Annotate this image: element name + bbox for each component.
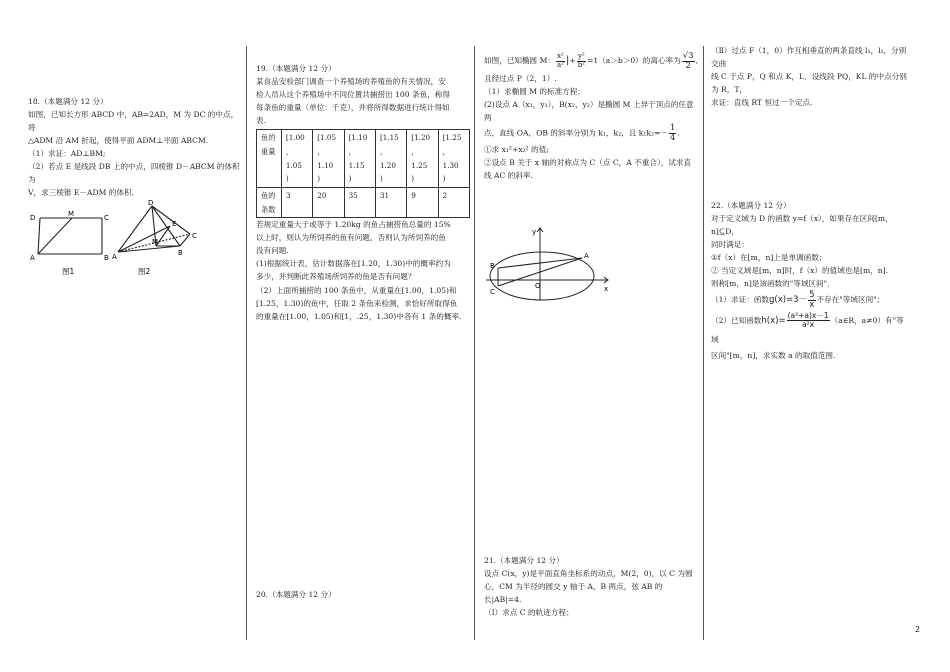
question-22-line: 区间"[m，n]，求实数 a 的取值范围. [711,351,836,361]
table-row [257,130,470,188]
column-1 [28,0,242,640]
question-20-title: 20.（本题满分 12 分） [256,590,336,599]
page-number: 2 [915,625,921,634]
fraction: $\frac{5}{x}$ [809,289,815,310]
ellipse-label-a: A [584,252,589,260]
figure-2-pyramid [112,196,204,278]
question-19-line: 某食品安检部门调查一个养殖场的养殖鱼的有关情况，安 [256,77,446,87]
question-20-line: (2)设点 A（x₁，y₁），B(x₂，y₂）是椭圆 M 上异于顶点的任意两 [484,100,694,123]
table-cell-interval: [1.10 ，1.15 ) [344,130,375,188]
fig2-label-b: B [178,249,183,257]
table-row-header: 鱼的 重量 [257,130,282,188]
question-19-line: 多少，并判断此养殖场所饲养的鱼是否有问题？ [256,272,416,282]
question-20 [256,588,470,601]
question-19-line: 以上时，则认为所饲养的鱼有问题，否则认为所饲养的鱼 [256,233,446,243]
fig1-label-a: A [30,254,35,262]
question-21-line: 设点 C(x，y)是平面直角坐标系的动点，M(2，0)，以 C 为圆 [484,569,693,579]
fig1-label-b: B [104,254,109,262]
question-19-line: 若规定重量大于或等于 1.20kg 的鱼占捕捞鱼总量的 15% [256,220,451,230]
question-19 [256,62,470,323]
fig1-label-c: C [104,214,109,222]
question-22-line: 对于定义域为 D 的函数 y=f（x），如果存在区间[m，n]⊆D， [711,214,893,237]
question-21-part-2 [711,44,911,109]
question-18-line: △ADM 沿 AM 折起，使得平面 ADM⊥平面 ABCM. [28,136,209,146]
fraction: $\frac{\text{(a²+a)x－1}}{\text{a²x}}$ [787,311,829,330]
table-cell-interval: [1.00 ，1.05 ) [281,130,312,188]
question-18 [28,95,242,199]
ellipse-label-o: O [535,282,541,290]
question-21-title: 21.（本题满分 12 分） [484,556,564,565]
question-22 [711,199,911,362]
question-22-line: 同时满足： [711,240,749,250]
ellipse-figure [484,224,616,302]
question-18-line: V，求三棱锥 E－ADM 的体积. [28,188,134,198]
fig2-label-a: A [112,253,117,261]
fraction: $\frac{\text{x²}}{\text{a²}}$ [556,52,564,69]
question-21-line: 线 C 于点 P，Q 和点 K，L．设线段 PQ，KL 的中点分别为 R，T， [711,72,907,95]
table-cell-count: 2 [438,187,469,217]
fig2-caption: 图2 [138,267,151,276]
question-19-title: 19.（本题满分 12 分） [256,64,336,73]
fig1-label-d: D [30,214,36,222]
fish-weight-table [256,129,470,218]
column-3 [484,0,698,640]
question-20-line: ①求 x₁²+x₂² 的值; [484,145,549,155]
question-22-line: ①f（x）在[m，n]上是单调函数； [711,253,827,263]
question-18-line: （1）求证：AD⊥BM; [28,149,106,159]
table-cell-count: 31 [375,187,406,217]
fig1-label-m: M [68,210,75,218]
ellipse-equation-line: 如图，已知椭圆 M： $\frac{\text{x²}}{\text{a²}}$ |+ $\frac{\text{y²}}{\text{b²}}$ =1（a＞b＞0）的离心率为 $\frac{√3}{2}$ , [484,50,698,71]
question-19-line: (1)根据统计表，估计数据落在[1.20，1.30)中的概率约为 [256,259,451,269]
question-19-line: （2）上面所捕捞的 100 条鱼中，从重量在[1.00，1.05)和 [256,285,457,295]
question-22-part-1: （1）求证：函数g(x)=3－ $\frac{5}{x}$ 不存在"等域区间"； [711,289,885,310]
ellipse-label-y: y [532,228,537,236]
fig2-label-c: C [192,232,197,240]
ellipse-label-c: C [490,288,495,296]
question-21-line: 心，CM 为半径的圆交 y 轴于 A，B 两点，弦 AB 的长|AB|=4. [484,582,663,605]
question-22-part-2: （2）已知函数h(x)= $\frac{\text{(a²+a)x－1}}{\text{a²x}}$ （a∈R，a≠0）有"等域 [711,311,904,345]
question-20-line: 线 AC 的斜率. [484,171,533,181]
fraction: $\frac{\text{y²}}{\text{b²}}$ [577,52,585,69]
column-divider-3 [703,46,704,640]
table-cell-count: 9 [407,187,438,217]
table-cell-count: 20 [313,187,344,217]
question-21-line: （Ⅰ）求点 C 的轨迹方程； [484,608,574,618]
column-divider-2 [474,46,475,640]
question-19-line: 没有问题. [256,246,289,256]
column-divider-1 [246,46,247,640]
table-cell-count: 35 [344,187,375,217]
slope-line: 点，直线 OA，OB 的斜率分别为 k₁，k₂，且 k₁k₂=－ $\frac{1}{4}$ . [484,123,680,144]
table-row-header: 鱼的 条数 [257,187,282,217]
question-19-line: 检人员从这个养殖场中不同位置共捕捞出 100 条鱼，称得 [256,90,450,100]
question-21-line: （Ⅱ）过点 F（1，0）作互相垂直的两条直线 l₁，l₂，分别交曲 [711,46,907,69]
question-19-line: 表. [256,116,267,126]
question-19-line: 的重量在[1.00，1.05)和[1，.25，1.30)中各有 1 条的概率. [256,311,462,321]
fig2-label-m: M [152,238,159,246]
figure-1-rectangle [28,208,110,278]
question-21 [484,554,698,619]
question-21-line: 求证：直线 RT 恒过一个定点. [711,98,813,108]
column-2 [256,0,470,640]
ellipse-label-x: x [604,285,609,293]
fraction: $\frac{1}{4}$ [670,123,676,144]
table-cell-interval: [1.05 ，1.10 ) [313,130,344,188]
table-row [257,187,470,217]
fig1-caption: 图1 [62,267,75,276]
question-22-title: 22.（本题满分 12 分） [711,201,791,210]
question-19-line: [1.25，1.30)的鱼中，任取 2 条鱼来检测，求恰好所取得鱼 [256,298,458,308]
question-22-line: ② 当定义域是[m，n]时，f（x）的值域也是[m，n]. [711,266,889,276]
question-20-line: 且经过点 P（2，1）. [484,74,557,83]
question-18-title: 18.（本题满分 12 分） [28,97,108,106]
question-20-line: ②设点 B 关于 x 轴的对称点为 C（点 C，A 不重合），试求直 [484,158,692,168]
table-cell-interval: [1.20 ，1.25 ) [407,130,438,188]
column-4 [711,0,911,640]
table-cell-interval: [1.25 ，1.30 ) [438,130,469,188]
question-19-line: 每条鱼的重量（单位：千克），并将所得数据进行统计得如 [256,103,450,113]
ellipse-label-b: B [490,262,495,270]
table-cell-count: 3 [281,187,312,217]
question-20-line: （1）求椭圆 M 的标准方程； [484,87,585,97]
fig2-label-e: E [172,220,177,228]
question-20-body [484,50,698,182]
question-22-line: 则称[m，n]是该函数的"等域区间"． [711,279,835,289]
fraction: $\frac{√3}{2}$ [682,50,694,71]
question-18-line: （2）若点 E 是线段 DB 上的中点，四棱锥 D－ABCM 的体积为 [28,162,240,185]
table-cell-interval: [1.15 ，1.20 ) [375,130,406,188]
fig2-label-d: D [148,199,154,207]
question-18-line: 如图，已知长方形 ABCD 中，AB=2AD，M 为 DC 的中点，将 [28,110,239,133]
